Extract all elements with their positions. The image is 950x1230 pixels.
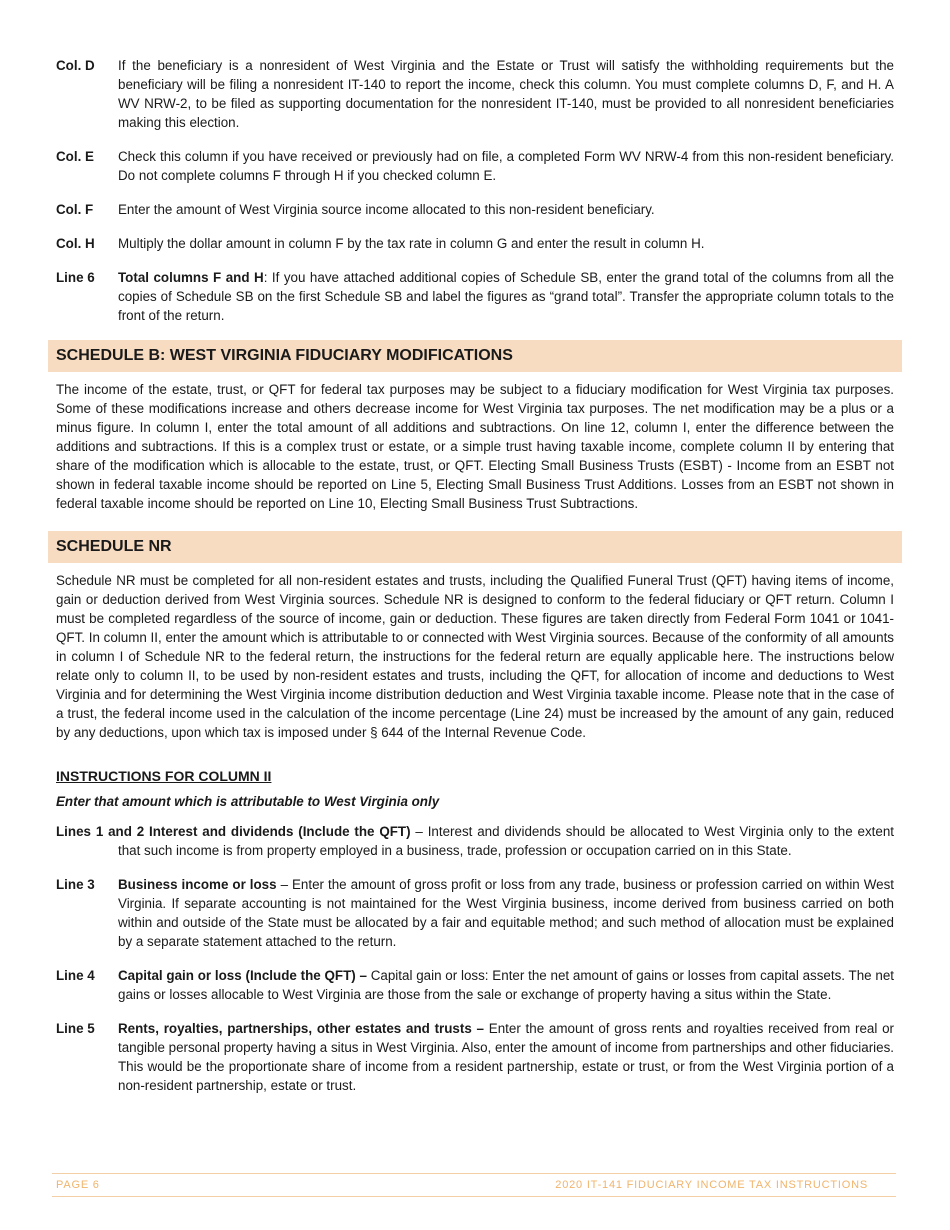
- line-5-lead: Rents, royalties, partnerships, other estates and trusts –: [118, 1021, 485, 1036]
- instructions-note: Enter that amount which is attributable to West Virginia only: [56, 794, 440, 809]
- page-footer: [52, 1173, 896, 1197]
- line-4-label: Line 4: [56, 968, 95, 983]
- col-h-label: Col. H: [56, 236, 95, 251]
- col-d-label: Col. D: [56, 58, 95, 73]
- line-6-text: : If you have attached additional copies of Schedule SB, enter the grand total of the columns from all the copies of Schedule SB on the first Schedule SB and label the figures as “grand total”. Transfer the appropriate column totals to the front of the return.: [118, 270, 894, 323]
- lines-1-2-lead: Lines 1 and 2 Interest and dividends (Include the QFT): [56, 824, 411, 839]
- schedule-nr-body: Schedule NR must be completed for all non-resident estates and trusts, including the Qualified Funeral Trust (QFT) having items of income, gain or deduction derived from West Virginia sources. Schedule NR is designed to conform to the federal fiduciary or QFT return. Column I must be completed regardless of the source of income, gain or deduction. These figures are taken directly from Federal Form 1041 or 1041-QFT. In column II, enter the amount which is attributable to or connected with West Virginia sources. Because of the conformity of all amounts in column I of Schedule NR to the federal return, the instructions for the federal return are equally applicable here. The instructions below relate only to column II, to be used by non-resident estates and trusts, including the QFT, for allocation of income and deductions to West Virginia and for determining the West Virginia income distribution deduction and West Virginia taxable income. Please note that in the case of a trust, the federal income used in the calculation of the income percentage (Line 24) must be increased by the amount of any gain, reduced by any deductions, upon which tax is imposed under § 644 of the Internal Revenue Code.: [56, 573, 894, 740]
- line-6-label: Line 6: [56, 270, 95, 285]
- line-4-entry: [56, 966, 894, 1004]
- line-6-lead: Total columns F and H: [118, 270, 264, 285]
- col-d-entry: [56, 56, 894, 132]
- footer-document-title: 2020 IT-141 FIDUCIARY INCOME TAX INSTRUCTIONS: [555, 1179, 868, 1191]
- schedule-nr-heading: SCHEDULE NR: [48, 531, 902, 563]
- page-content: [56, 56, 894, 1110]
- line-5-label: Line 5: [56, 1021, 95, 1036]
- col-e-entry: [56, 147, 894, 185]
- lines-1-2-text: – Interest and dividends should be allocated to West Virginia only to the extent that such income is from property employed in a business, trade, profession or occupation carried on in this State.: [118, 824, 894, 858]
- schedule-b-body: The income of the estate, trust, or QFT for federal tax purposes may be subject to a fiduciary modification for West Virginia tax purposes. Some of these modifications increase and others decrease income for West Virginia tax purposes. The net modification may be a plus or a minus figure. In column I, enter the total amount of all additions and subtractions. On line 12, column I, enter the difference between the additions and subtractions. If this is a complex trust or estate, or a simple trust having taxable income, complete column II by entering that share of the modification which is allocable to the estate, trust, or QFT. Electing Small Business Trusts (ESBT) - Income from an ESBT not shown in federal taxable income should be reported on Line 5, Electing Small Business Trust Additions. Losses from an ESBT not shown in federal taxable income should be reported on Line 10, Electing Small Business Trust Subtractions.: [56, 382, 894, 511]
- line-6-entry: [56, 268, 894, 325]
- line-3-entry: [56, 875, 894, 951]
- col-f-entry: [56, 200, 894, 219]
- lines-1-2-entry: [56, 822, 894, 860]
- line-3-lead: Business income or loss: [118, 877, 277, 892]
- line-3-text: – Enter the amount of gross profit or loss from any trade, business or profession carried on within West Virginia. If separate accounting is not maintained for the West Virginia business, income derived from business carried on both within and outside of the State must be allocated by a fair and equitable method; and such method of allocation must be explained by a separate statement attached to the return.: [118, 877, 894, 949]
- col-f-text: Enter the amount of West Virginia source income allocated to this non-resident beneficiary.: [118, 202, 655, 217]
- line-4-lead: Capital gain or loss (Include the QFT) –: [118, 968, 367, 983]
- line-3-label: Line 3: [56, 877, 95, 892]
- instructions-heading: INSTRUCTIONS FOR COLUMN II: [56, 768, 272, 784]
- schedule-b-heading: SCHEDULE B: WEST VIRGINIA FIDUCIARY MODIFICATIONS: [48, 340, 902, 372]
- footer-page-number: PAGE 6: [56, 1179, 100, 1191]
- line-5-entry: [56, 1019, 894, 1095]
- col-f-label: Col. F: [56, 202, 94, 217]
- col-e-label: Col. E: [56, 149, 94, 164]
- col-h-text: Multiply the dollar amount in column F by the tax rate in column G and enter the result in column H.: [118, 236, 705, 251]
- col-h-entry: [56, 234, 894, 253]
- col-d-text: If the beneficiary is a nonresident of West Virginia and the Estate or Trust will satisfy the withholding requirements but the beneficiary will be filing a nonresident IT-140 to report the income, check this column. You must complete columns D, F, and H. A WV NRW-2, to be filed as supporting documentation for the nonresident IT-140, must be provided to all nonresident beneficiaries making this election.: [118, 58, 894, 130]
- line-5-text: Enter the amount of gross rents and royalties received from real or tangible personal property having a situs in West Virginia. Also, enter the amount of income from partnerships and other fiduciaries. This would be the proportionate share of income from a resident partnership, estate or trust, or from the West Virginia portion of a non-resident partnership, estate or trust.: [118, 1021, 895, 1093]
- col-e-text: Check this column if you have received or previously had on file, a completed Form WV NRW-4 from this non-resident beneficiary. Do not complete columns F through H if you checked column E.: [118, 149, 894, 183]
- line-4-text: Capital gain or loss: Enter the net amount of gains or losses from capital assets. The net gains or losses allocable to West Virginia are those from the sale or exchange of property having a situs within the State.: [118, 968, 895, 1002]
